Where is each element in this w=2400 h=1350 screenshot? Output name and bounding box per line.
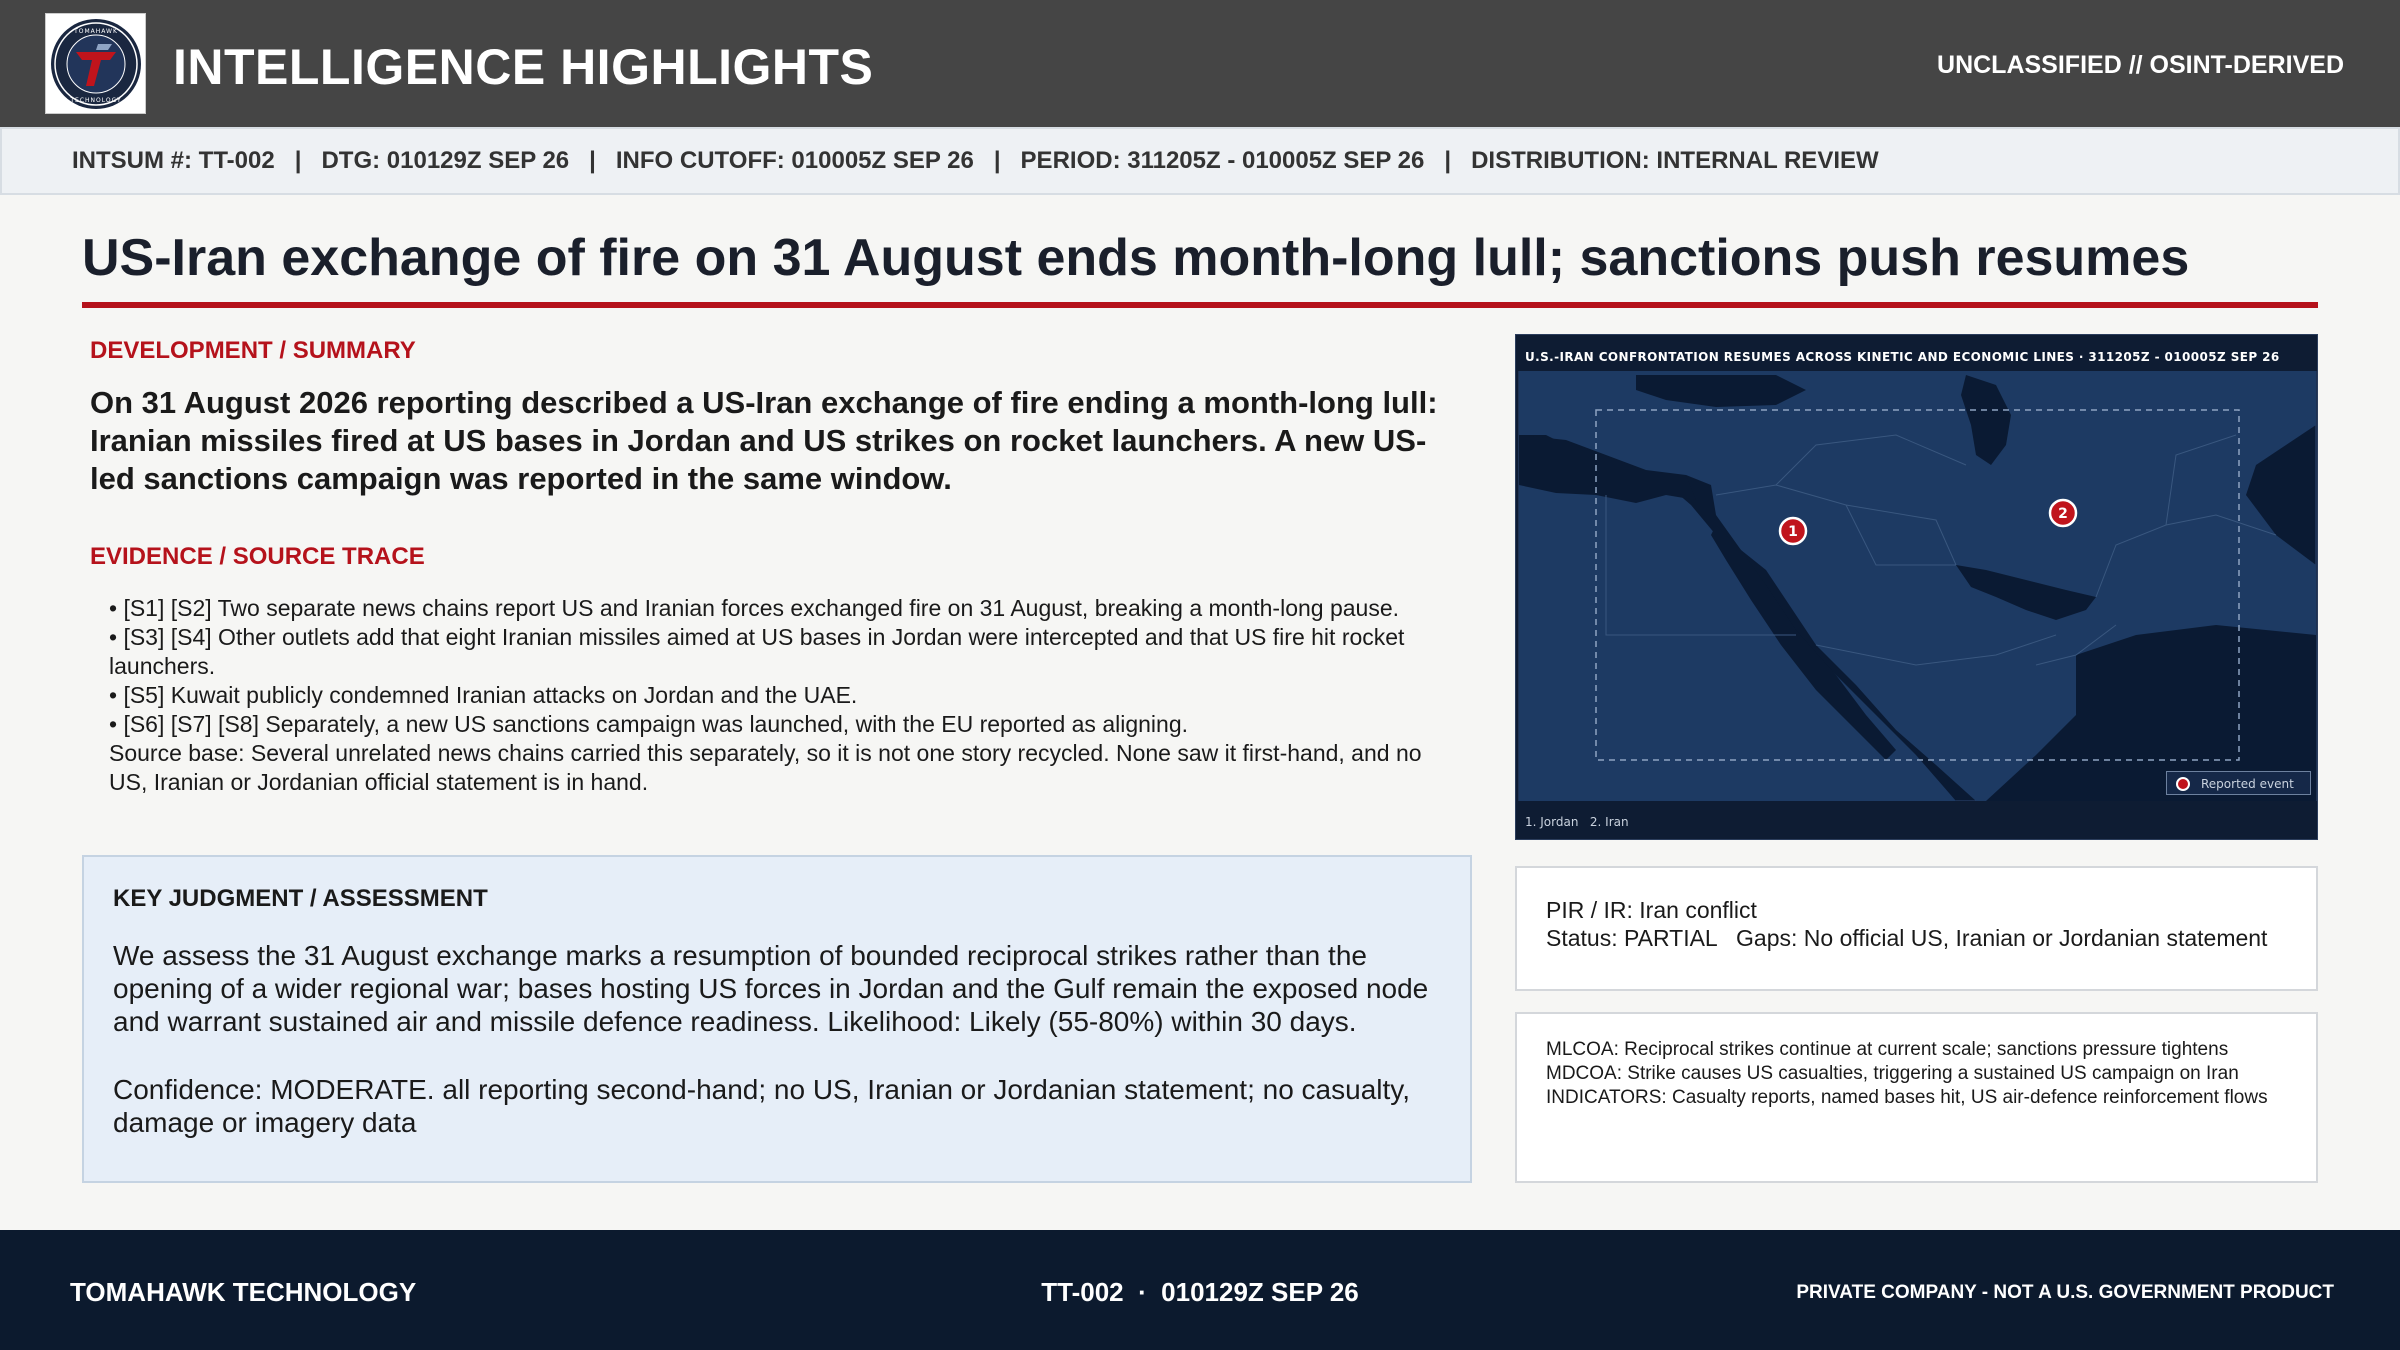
confidence-statement: Confidence: MODERATE. all reporting second-hand; no US, Iranian or Jordanian statement; no casualty, damage or imagery data [113, 1074, 1410, 1138]
meta-separator: | [589, 147, 596, 174]
svg-text:TECHNOLOGY: TECHNOLOGY [70, 97, 122, 104]
reported-event-marker-icon [2176, 777, 2190, 791]
mdcoa: MDCOA: Strike causes US casualties, triggering a sustained US campaign on Iran [1546, 1063, 2239, 1084]
key-judgment-box [82, 855, 1472, 1183]
footer-disclaimer: PRIVATE COMPANY - NOT A U.S. GOVERNMENT PRODUCT [1796, 1282, 2334, 1303]
map-marker-1 [1780, 518, 1806, 544]
pir-status: Status: PARTIAL Gaps: No official US, Iranian or Jordanian statement [1546, 925, 2268, 951]
key-judgment-text: We assess the 31 August exchange marks a resumption of bounded reciprocal strikes rather than the opening of a wider regional war; bases hosting US forces in Jordan and the Gulf remain the exposed node and warrant sustained air and missile defence readiness. Likelihood: Likely (55-80%) within 30 days. [113, 940, 1429, 1037]
report-metadata-bar [0, 127, 2400, 195]
classification-marking: UNCLASSIFIED // OSINT-DERIVED [1937, 51, 2344, 79]
footer-bar [0, 1230, 2400, 1350]
situation-map [1515, 334, 2318, 840]
footer-company: TOMAHAWK TECHNOLOGY [70, 1277, 417, 1307]
map-title: U.S.-IRAN CONFRONTATION RESUMES ACROSS KINETIC AND ECONOMIC LINES · 311205Z - 010005Z SEP 26 [1525, 350, 2280, 364]
pir-requirement: PIR / IR: Iran conflict [1546, 897, 1757, 923]
map-legend [2166, 771, 2311, 795]
legend-label: Reported event [2201, 777, 2294, 791]
coa-box [1515, 1012, 2318, 1183]
svg-text:1: 1 [1788, 524, 1798, 540]
evidence-item: • [S6] [S7] [S8] Separately, a new US sanctions campaign was launched, with the EU reported as aligning. [109, 711, 1189, 737]
evidence-item: • [S1] [S2] Two separate news chains report US and Iranian forces exchanged fire on 31 August, breaking a month-long pause. [109, 595, 1400, 621]
company-logo [45, 13, 146, 114]
pir-status-box [1515, 866, 2318, 991]
map-graphic [1516, 335, 2318, 840]
dtg: DTG: 010129Z SEP 26 [321, 147, 570, 174]
intsum-number: INTSUM #: TT-002 [72, 147, 275, 174]
header-bar [0, 0, 2400, 127]
meta-separator: | [993, 147, 1001, 174]
key-judgment-title: KEY JUDGMENT / ASSESSMENT [113, 885, 488, 912]
svg-text:2: 2 [2058, 506, 2068, 522]
meta-separator: | [294, 147, 302, 174]
indicators: INDICATORS: Casualty reports, named bases hit, US air-defence reinforcement flows [1546, 1087, 2268, 1108]
evidence-item: • [S3] [S4] Other outlets add that eight Iranian missiles aimed at US bases in Jordan were intercepted and that US fire hit rocket launchers. [109, 624, 1405, 679]
map-marker-2 [2050, 500, 2076, 526]
evidence-list [109, 594, 1429, 797]
headline-divider [82, 302, 2318, 308]
svg-text:TOMAHAWK: TOMAHAWK [74, 28, 118, 35]
mlcoa: MLCOA: Reciprocal strikes continue at current scale; sanctions pressure tightens [1546, 1039, 2229, 1060]
info-cutoff: INFO CUTOFF: 010005Z SEP 26 [615, 147, 974, 174]
source-base-note: Source base: Several unrelated news chains carried this separately, so it is not one story recycled. None saw it first-hand, and no US, Iranian or Jordanian official statement is in hand. [109, 740, 1422, 795]
summary-text: On 31 August 2026 reporting described a US-Iran exchange of fire ending a month-long lull: Iranian missiles fired at US bases in Jordan and US strikes on rocket launchers. A new US-led sanctions campaign was reported in the same window. [90, 385, 1438, 496]
evidence-item: • [S5] Kuwait publicly condemned Iranian attacks on Jordan and the UAE. [109, 682, 858, 708]
report-title: INTELLIGENCE HIGHLIGHTS [173, 39, 874, 95]
meta-separator: | [1444, 147, 1452, 174]
logo-emblem-icon [46, 14, 147, 115]
map-caption: 1. Jordan 2. Iran [1525, 815, 1629, 829]
distribution: DISTRIBUTION: INTERNAL REVIEW [1471, 147, 1879, 174]
reporting-period: PERIOD: 311205Z - 010005Z SEP 26 [1020, 147, 1425, 174]
summary-section-label: DEVELOPMENT / SUMMARY [90, 337, 416, 364]
headline: US-Iran exchange of fire on 31 August ends month-long lull; sanctions push resumes [82, 229, 2190, 287]
evidence-section-label: EVIDENCE / SOURCE TRACE [90, 543, 425, 570]
footer-report-id: TT-002 · 010129Z SEP 26 [1041, 1277, 1359, 1307]
